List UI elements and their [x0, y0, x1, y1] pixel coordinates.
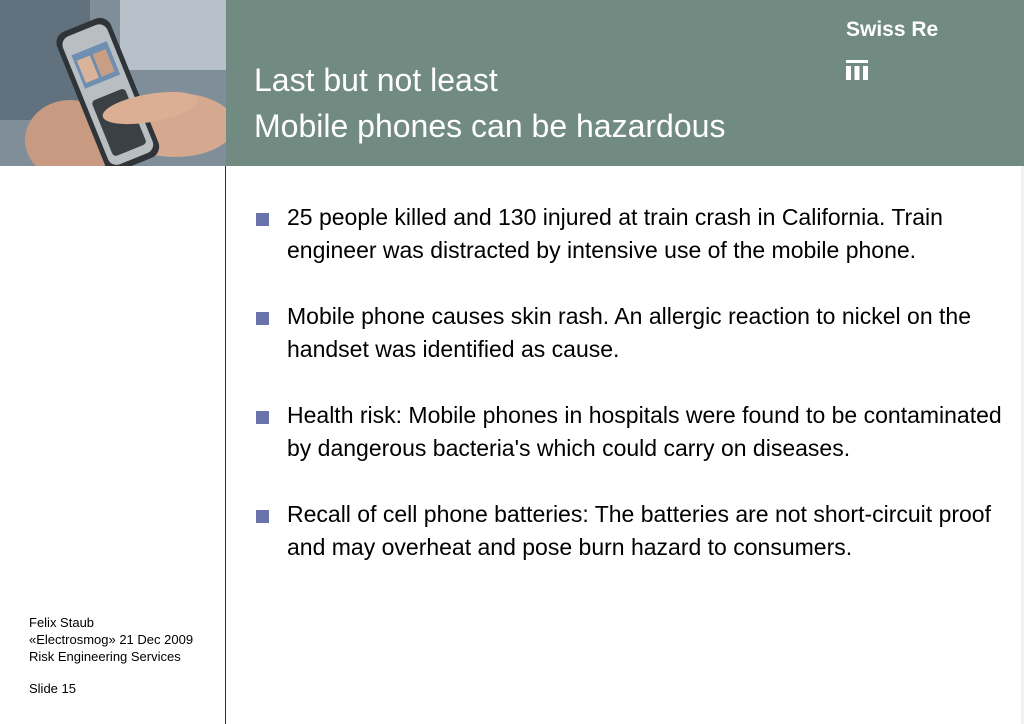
bullet-list — [256, 201, 1004, 597]
title-banner — [226, 0, 1024, 166]
bullet-item — [256, 201, 1004, 267]
swiss-re-logo-icon — [846, 60, 870, 82]
slide-number: Slide 15 — [29, 681, 76, 696]
square-bullet-icon — [256, 213, 269, 226]
bullet-text: 25 people killed and 130 injured at train crash in California. Train engineer was distracted by intensive use of the mobile phone. — [287, 204, 943, 263]
bullet-item — [256, 300, 1004, 366]
phone-in-hands-image — [0, 0, 226, 166]
slide-subtitle: Mobile phones can be hazardous — [254, 108, 726, 144]
left-panel-divider — [225, 166, 226, 724]
slide-title: Last but not least — [254, 62, 498, 98]
footer-department: Risk Engineering Services — [29, 649, 181, 664]
bullet-text: Health risk: Mobile phones in hospitals were found to be contaminated by dangerous bacteria's which could carry on diseases. — [287, 402, 1002, 461]
bullet-text: Mobile phone causes skin rash. An allergic reaction to nickel on the handset was identified as cause. — [287, 303, 972, 362]
brand-name: Swiss Re — [846, 18, 939, 41]
slide-footer — [29, 614, 219, 697]
footer-event-date: «Electrosmog» 21 Dec 2009 — [29, 632, 194, 647]
square-bullet-icon — [256, 312, 269, 325]
header-photo — [0, 0, 226, 166]
footer-author: Felix Staub — [29, 615, 95, 630]
square-bullet-icon — [256, 411, 269, 424]
bullet-item — [256, 399, 1004, 465]
square-bullet-icon — [256, 510, 269, 523]
bullet-item — [256, 498, 1004, 564]
bullet-text: Recall of cell phone batteries: The batteries are not short-circuit proof and may overheat and pose burn hazard to consumers. — [287, 501, 991, 560]
